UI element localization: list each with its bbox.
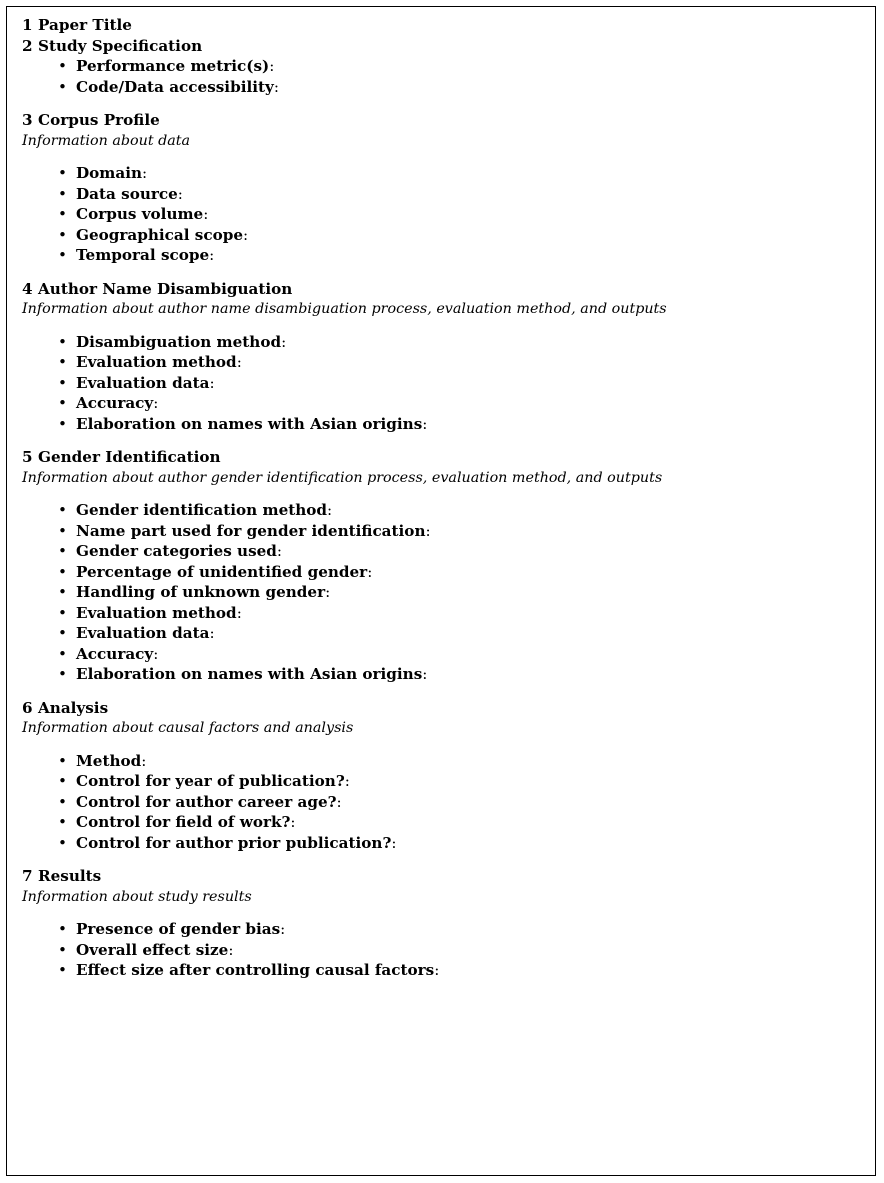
field-item: • Control for author prior publication?:	[58, 833, 397, 852]
field-label: Evaluation method	[76, 353, 237, 371]
field-label: Elaboration on names with Asian origins	[76, 665, 423, 683]
field-label: Method	[76, 751, 142, 770]
section-gender-identification	[22, 447, 872, 685]
bullet-icon: •	[58, 583, 67, 601]
field-item: • Evaluation method:	[58, 603, 242, 622]
field-item: • Overall effect size:	[58, 940, 234, 959]
field-list	[22, 56, 872, 97]
section-description: Information about causal factors and analysis	[22, 720, 354, 736]
section-study-specification	[22, 36, 872, 98]
bullet-icon: •	[58, 542, 67, 560]
section-description: Information about data	[22, 132, 191, 149]
section-paper-title	[22, 15, 872, 36]
field-label: Geographical scope	[76, 225, 244, 244]
field-item: • Elaboration on names with Asian origins:	[58, 665, 428, 683]
field-label: Domain	[76, 164, 143, 182]
section-title: Author Name Disambiguation	[38, 279, 293, 298]
field-label: Handling of unknown gender	[76, 583, 326, 601]
field-label: Data source	[76, 184, 178, 203]
field-item: • Presence of gender bias:	[58, 920, 286, 938]
field-label: Evaluation data	[76, 373, 210, 392]
section-description: Information about author gender identification process, evaluation method, and outputs	[22, 469, 663, 486]
form-frame	[6, 6, 876, 1176]
bullet-icon: •	[58, 665, 67, 683]
bullet-icon: •	[58, 772, 67, 790]
field-item: • Gender identification method:	[58, 501, 333, 519]
bullet-icon: •	[58, 961, 67, 979]
section-heading	[22, 447, 872, 468]
section-heading	[22, 698, 872, 719]
field-item: • Disambiguation method:	[58, 332, 287, 351]
field-item: • Performance metric(s):	[58, 57, 275, 75]
field-label: Elaboration on names with Asian origins	[76, 414, 423, 433]
field-item: • Accuracy:	[58, 394, 159, 412]
field-item: • Effect size after controlling causal factors:	[58, 961, 440, 979]
bullet-icon: •	[58, 833, 67, 852]
field-list	[22, 751, 872, 854]
field-item: • Method:	[58, 751, 147, 770]
form-content	[22, 7, 872, 981]
bullet-icon: •	[58, 920, 67, 938]
field-item: • Code/Data accessibility:	[58, 77, 279, 96]
bullet-icon: •	[58, 792, 67, 811]
field-label: Name part used for gender identification	[76, 521, 426, 540]
section-results	[22, 866, 872, 981]
field-item: • Control for year of publication?:	[58, 772, 350, 790]
field-label: Performance metric(s)	[76, 57, 270, 75]
section-analysis	[22, 698, 872, 854]
section-title: Gender Identification	[38, 448, 221, 466]
bullet-icon: •	[58, 57, 67, 75]
field-item: • Temporal scope:	[58, 246, 215, 264]
field-label: Temporal scope	[76, 246, 210, 264]
field-label: Effect size after controlling causal factors	[76, 961, 435, 979]
field-label: Overall effect size	[76, 940, 229, 959]
field-item: • Geographical scope:	[58, 225, 249, 244]
section-title: Results	[38, 867, 102, 885]
bullet-icon: •	[58, 246, 67, 264]
bullet-icon: •	[58, 940, 67, 959]
field-item: • Elaboration on names with Asian origins:	[58, 414, 428, 433]
field-item: • Name part used for gender identification:	[58, 521, 431, 540]
bullet-icon: •	[58, 353, 67, 371]
field-label: Code/Data accessibility	[76, 77, 274, 96]
field-label: Control for author career age?	[76, 792, 337, 811]
bullet-icon: •	[58, 394, 67, 412]
bullet-icon: •	[58, 521, 67, 540]
bullet-icon: •	[58, 813, 67, 831]
field-label: Control for field of work?	[76, 813, 291, 831]
field-label: Corpus volume	[76, 205, 204, 223]
section-number: 6	[22, 698, 33, 717]
field-item: • Evaluation method:	[58, 353, 242, 371]
field-list	[22, 500, 872, 685]
section-description: Information about study results	[22, 888, 252, 905]
field-label: Gender categories used	[76, 542, 277, 560]
bullet-icon: •	[58, 332, 67, 351]
bullet-icon: •	[58, 77, 67, 96]
field-item: • Data source:	[58, 184, 183, 203]
section-heading	[22, 36, 872, 57]
bullet-icon: •	[58, 562, 67, 581]
field-item: • Control for author career age?:	[58, 792, 342, 811]
section-number: 7	[22, 867, 33, 885]
field-label: Evaluation data	[76, 624, 210, 642]
field-item: • Evaluation data:	[58, 624, 215, 642]
bullet-icon: •	[58, 751, 67, 770]
field-list	[22, 163, 872, 266]
section-number: 2	[22, 36, 33, 55]
field-label: Control for author prior publication?	[76, 833, 392, 852]
field-list	[22, 332, 872, 435]
bullet-icon: •	[58, 373, 67, 392]
section-number: 5	[22, 448, 33, 466]
section-title: Paper Title	[38, 16, 132, 34]
bullet-icon: •	[58, 225, 67, 244]
field-label: Evaluation method	[76, 603, 237, 622]
section-title: Analysis	[38, 698, 109, 717]
section-number: 1	[22, 16, 33, 34]
section-number: 4	[22, 279, 33, 298]
field-item: • Control for field of work?:	[58, 813, 296, 831]
field-label: Percentage of unidentified gender	[76, 562, 368, 581]
section-heading	[22, 866, 872, 887]
section-title: Study Specification	[38, 36, 203, 55]
section-description: Information about author name disambiguation process, evaluation method, and outputs	[22, 301, 667, 317]
bullet-icon: •	[58, 603, 67, 622]
field-item: • Accuracy:	[58, 644, 159, 663]
field-label: Accuracy	[76, 644, 154, 663]
field-item: • Domain:	[58, 164, 148, 182]
bullet-icon: •	[58, 184, 67, 203]
field-label: Accuracy	[76, 394, 154, 412]
field-item: • Handling of unknown gender:	[58, 583, 331, 601]
section-heading	[22, 279, 872, 300]
section-title: Corpus Profile	[38, 111, 160, 129]
field-item: • Evaluation data:	[58, 373, 215, 392]
field-label: Disambiguation method	[76, 332, 282, 351]
field-label: Gender identification method	[76, 501, 328, 519]
bullet-icon: •	[58, 414, 67, 433]
bullet-icon: •	[58, 205, 67, 223]
bullet-icon: •	[58, 644, 67, 663]
section-author-name-disambiguation	[22, 279, 872, 435]
field-item: • Corpus volume:	[58, 205, 209, 223]
field-item: • Percentage of unidentified gender:	[58, 562, 373, 581]
field-label: Control for year of publication?	[76, 772, 345, 790]
bullet-icon: •	[58, 624, 67, 642]
section-heading	[22, 110, 872, 131]
field-label: Presence of gender bias	[76, 920, 281, 938]
bullet-icon: •	[58, 501, 67, 519]
field-list	[22, 919, 872, 981]
bullet-icon: •	[58, 164, 67, 182]
field-item: • Gender categories used:	[58, 542, 283, 560]
section-corpus-profile	[22, 110, 872, 266]
section-number: 3	[22, 111, 33, 129]
section-heading	[22, 15, 872, 36]
